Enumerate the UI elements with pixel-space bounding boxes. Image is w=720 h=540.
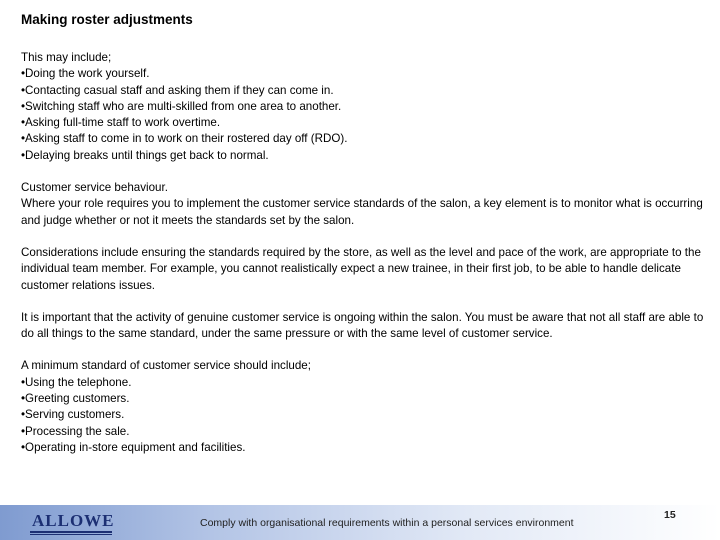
- document-body: [21, 50, 706, 472]
- ongoing-service-paragraph: [21, 310, 706, 343]
- list-item: •Switching staff who are multi-skilled from one area to another.: [21, 99, 342, 113]
- list-item: •Greeting customers.: [21, 392, 130, 406]
- minimum-standard-list: [21, 358, 706, 456]
- list-item: •Using the telephone.: [21, 375, 132, 389]
- footer-text: Comply with organisational requirements within a personal services environment: [200, 517, 574, 529]
- list-item: •Operating in-store equipment and facilities.: [21, 440, 246, 454]
- considerations-paragraph: [21, 245, 706, 294]
- list-item: •Serving customers.: [21, 408, 125, 422]
- customer-service-section: [21, 180, 706, 229]
- logo-text: ALLOWE: [32, 511, 115, 530]
- paragraph: Where your role requires you to implement the customer service standards of the salon, a key element is to monitor what is occurring and judge whether or not it meets the standards set by the salon.: [21, 197, 703, 227]
- list-item: •Delaying breaks until things get back to normal.: [21, 148, 269, 162]
- list-item: •Processing the sale.: [21, 424, 130, 438]
- section-heading: Customer service behaviour.: [21, 181, 168, 195]
- list-item: •Asking full-time staff to work overtime.: [21, 116, 221, 130]
- roster-options-list: [21, 50, 706, 164]
- page-title: Making roster adjustments: [21, 12, 193, 27]
- paragraph: Considerations include ensuring the standards required by the store, as well as the level and pace of the work, are appropriate to the individual team member. For example, you cannot realistically expect a new trainee, in their first job, to be able to handle delicate customer relations issues.: [21, 245, 701, 292]
- page-number: 15: [664, 509, 676, 521]
- logo-underline-thin: [30, 534, 112, 535]
- list-item: •Doing the work yourself.: [21, 67, 150, 81]
- list-heading: A minimum standard of customer service should include;: [21, 359, 311, 373]
- paragraph: It is important that the activity of genuine customer service is ongoing within the salon. You must be aware that not all staff are able to do all things to the same standard, under the same pressure or with the same level of customer service.: [21, 310, 704, 341]
- list-item: •Contacting casual staff and asking them if they can come in.: [21, 83, 334, 97]
- list-heading: This may include;: [21, 51, 112, 64]
- logo-underline: [30, 531, 112, 533]
- list-item: •Asking staff to come in to work on their rostered day off (RDO).: [21, 132, 348, 146]
- allowe-logo: [30, 509, 115, 537]
